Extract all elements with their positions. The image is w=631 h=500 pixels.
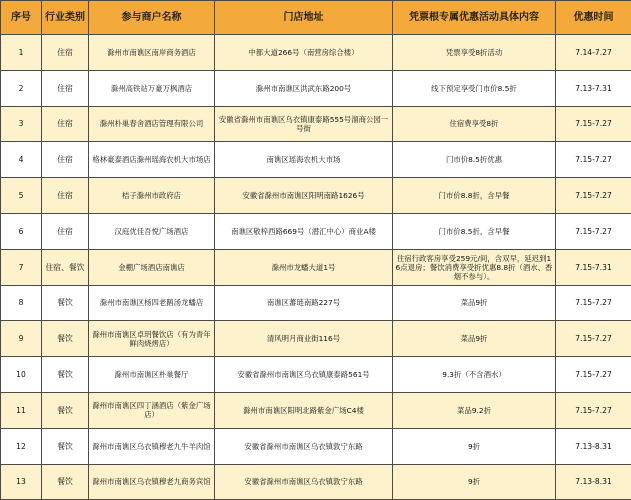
cell-offer: 9.3折（不含酒水） [393,357,556,393]
cell-index: 8 [1,285,42,321]
table-body [1,35,631,500]
cell-address: 滁州市龙蟠大道1号 [215,249,393,285]
header-index: 序号 [1,1,42,35]
cell-offer: 菜品9折 [393,285,556,321]
cell-industry: 住宿、餐饮 [42,249,89,285]
table-row [1,357,631,393]
cell-merchant: 滁州朴巢春舍酒店管理有限公司 [89,106,215,142]
cell-index: 2 [1,70,42,106]
cell-merchant: 汉庭优佳吾悦广场酒店 [89,213,215,249]
table-row [1,249,631,285]
table-row [1,106,631,142]
cell-period: 7.15-7.27 [556,142,631,178]
cell-address: 安徽省滁州市南谯区乌衣镇敦宁东路 [215,464,393,500]
cell-industry: 餐饮 [42,285,89,321]
cell-address: 安徽省滁州市南谯区乌衣镇康泰路561号 [215,357,393,393]
cell-industry: 住宿 [42,213,89,249]
header-industry: 行业类别 [42,1,89,35]
cell-offer: 住宿行政客房享受259元/间，含双早，延迟到16点退房；餐饮消费享受折优惠8.8折（酒水、香烟不参与）。 [393,249,556,285]
cell-address: 安徽省滁州市南谯区阳明南路1626号 [215,178,393,214]
cell-index: 13 [1,464,42,500]
cell-period: 7.15-7.27 [556,392,631,428]
table-row [1,35,631,71]
cell-period: 7.13-8.31 [556,428,631,464]
cell-industry: 餐饮 [42,464,89,500]
header-offer: 凭票根专属优惠活动具体内容 [393,1,556,35]
cell-industry: 餐饮 [42,357,89,393]
header-merchant: 参与商户名称 [89,1,215,35]
cell-merchant: 滁州市南谯区乌衣镇穆老九商务宾馆 [89,464,215,500]
cell-merchant: 滁州市南谯区卓玥餐饮店（有为青年鲜肉烧烤店） [89,321,215,357]
cell-merchant: 滁州市南谯区四丁涵酒店（紫金广场店） [89,392,215,428]
cell-merchant: 金棚广场酒店南谯店 [89,249,215,285]
cell-offer: 9折 [393,428,556,464]
cell-industry: 餐饮 [42,321,89,357]
cell-industry: 餐饮 [42,392,89,428]
table-row [1,392,631,428]
cell-period: 7.15-7.27 [556,213,631,249]
cell-merchant: 滁州市南谯区南岸商务酒店 [89,35,215,71]
cell-index: 10 [1,357,42,393]
table-row [1,213,631,249]
cell-offer: 线下预定享受门市价8.5折 [393,70,556,106]
header-address: 门店地址 [215,1,393,35]
cell-merchant: 桔子滁州市政府店 [89,178,215,214]
cell-industry: 住宿 [42,142,89,178]
cell-address: 南谯区瑶海农机大市场 [215,142,393,178]
cell-period: 7.15-7.27 [556,357,631,393]
cell-offer: 菜品9折 [393,321,556,357]
cell-index: 9 [1,321,42,357]
cell-offer: 门市价8.5折，含早餐 [393,213,556,249]
cell-index: 11 [1,392,42,428]
cell-address: 安徽省滁州市南谯区乌衣镇敦宁东路 [215,428,393,464]
header-row [1,1,631,35]
cell-offer: 9折 [393,464,556,500]
cell-index: 7 [1,249,42,285]
cell-address: 中都大道266号（南营房综合楼） [215,35,393,71]
cell-index: 6 [1,213,42,249]
cell-merchant: 滁州高铁站万豪万枫酒店 [89,70,215,106]
cell-merchant: 滁州市南谯区杨四老鹅汤龙蟠店 [89,285,215,321]
cell-address: 南谯区敬梓西路669号（潜汇中心）商业A楼 [215,213,393,249]
table-row [1,321,631,357]
cell-period: 7.15-7.27 [556,106,631,142]
cell-period: 7.15-7.27 [556,285,631,321]
cell-offer: 门市价8.5折优惠 [393,142,556,178]
cell-period: 7.15-7.27 [556,178,631,214]
table-header [1,1,631,35]
cell-period: 7.15-7.31 [556,249,631,285]
cell-industry: 住宿 [42,70,89,106]
cell-industry: 餐饮 [42,428,89,464]
cell-period: 7.13-7.31 [556,70,631,106]
cell-address: 安徽省滁州市南谯区乌衣镇康泰路555号溜商公园一号街 [215,106,393,142]
cell-period: 7.13-8.31 [556,464,631,500]
table-row [1,285,631,321]
cell-offer: 门市价8.8折，含早餐 [393,178,556,214]
cell-index: 1 [1,35,42,71]
cell-index: 5 [1,178,42,214]
table-row [1,428,631,464]
cell-index: 12 [1,428,42,464]
table-row [1,142,631,178]
table-row [1,464,631,500]
cell-index: 3 [1,106,42,142]
cell-industry: 住宿 [42,35,89,71]
cell-industry: 住宿 [42,106,89,142]
cell-merchant: 滁州市南谯区乌衣镇穆老九牛羊肉馆 [89,428,215,464]
cell-address: 滁州市南谯区洪武东路200号 [215,70,393,106]
cell-offer: 凭票享受8折活动 [393,35,556,71]
cell-merchant: 滁州市南谯区朴巢餐厅 [89,357,215,393]
cell-industry: 住宿 [42,178,89,214]
cell-address: 滁州市南谯区阳明北路紫金广场C4楼 [215,392,393,428]
header-period: 优惠时间 [556,1,631,35]
cell-offer: 住宿费享受8折 [393,106,556,142]
cell-period: 7.15-7.27 [556,321,631,357]
cell-address: 南谯区蕃琏南路227号 [215,285,393,321]
cell-period: 7.14-7.27 [556,35,631,71]
cell-merchant: 格林豪泰酒店滁州瑶海农机大市场店 [89,142,215,178]
table-row [1,70,631,106]
table-row [1,178,631,214]
cell-address: 清风明月商业街116号 [215,321,393,357]
cell-offer: 菜品9.2折 [393,392,556,428]
cell-index: 4 [1,142,42,178]
